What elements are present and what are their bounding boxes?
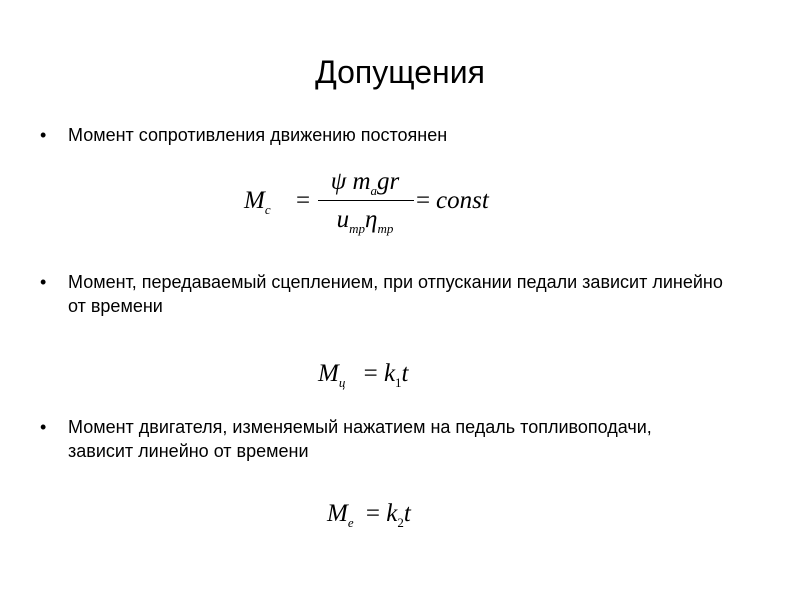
bullet-text-1: Момент сопротивления движению постоянен <box>68 125 448 145</box>
formula3-k: k <box>386 500 398 527</box>
formula2-t: t <box>401 360 409 387</box>
formula3-lhs-sub: e <box>347 515 354 530</box>
bullet-item-3 <box>40 415 708 463</box>
formula3-t: t <box>403 500 411 527</box>
formula1-equals-2: = <box>416 187 431 214</box>
bullet-item-2 <box>40 270 728 318</box>
formula-resistance-moment <box>244 168 514 242</box>
formula-engine-moment <box>327 500 467 534</box>
formula3-k-sub: 2 <box>397 515 404 530</box>
formula1-num-rest: gr <box>377 168 400 195</box>
bullet-text-2: Момент, передаваемый сцеплением, при отпускании педали зависит линейно от времени <box>68 272 723 316</box>
formula2-equals: = <box>363 360 378 387</box>
bullet-item-1 <box>40 123 748 147</box>
formula1-den-eta: η <box>365 206 378 233</box>
formula3-equals: = <box>365 500 380 527</box>
bullet-text-3: Момент двигателя, изменяемый нажатием на педаль топливоподачи, зависит линейно от времени <box>68 417 652 461</box>
formula1-numerator <box>316 168 414 196</box>
bullet-dot-icon: • <box>40 125 47 145</box>
formula-clutch-moment <box>318 360 478 394</box>
formula1-den-u: u <box>336 206 350 233</box>
formula1-fraction-line <box>318 200 414 201</box>
formula2-k-sub: 1 <box>395 375 402 390</box>
bullet-dot-icon: • <box>40 417 47 437</box>
formula1-rhs: const <box>436 187 489 214</box>
formula1-num-psi: ψ <box>330 168 347 195</box>
bullet-dot-icon: • <box>40 272 47 292</box>
formula3-lhs-symbol: M <box>327 500 348 527</box>
formula1-lhs-symbol: M <box>244 187 265 214</box>
formula1-den-eta-sub: тр <box>377 221 394 236</box>
formula2-k: k <box>383 360 396 387</box>
formula1-denominator <box>316 206 414 234</box>
formula1-lhs-sub: c <box>264 202 271 217</box>
formula1-den-u-sub: тр <box>349 221 366 236</box>
formula2-lhs-sub: ц <box>338 375 346 390</box>
formula1-num-m-sub: a <box>370 183 378 198</box>
formula2-lhs-symbol: M <box>318 360 339 387</box>
formula1-equals-1: = <box>296 187 311 214</box>
formula1-num-m: m <box>352 168 371 195</box>
slide-title: Допущения <box>315 54 485 90</box>
